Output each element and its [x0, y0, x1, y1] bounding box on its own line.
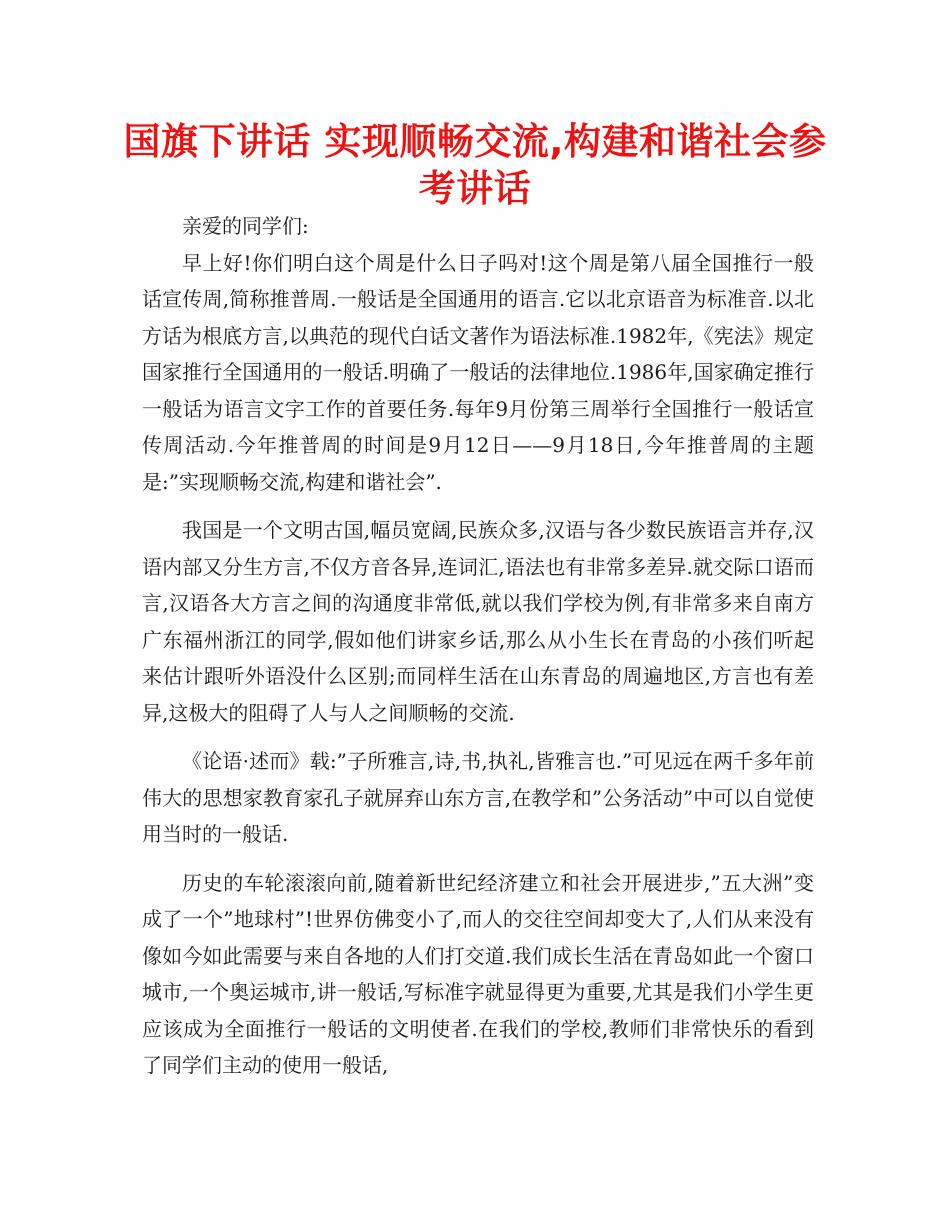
greeting: 亲爱的同学们:: [182, 214, 309, 238]
document-body: [142, 208, 814, 1084]
paragraph-3: 《论语·述而》载:”子所雅言,诗,书,执礼,皆雅言也.”可见远在两千多年前伟大的思想家教育家孔子就屏弃山东方言,在教学和”公务活动”中可以自觉使用当时的一般话.: [142, 749, 814, 846]
paragraph-4: 历史的车轮滚滚向前,随着新世纪经济建立和社会开展进步,”五大洲”变成了一个”地球村”!世界仿佛变小了,而人的交往空间却变大了,人们从来没有像如今如此需要与来自各地的人们打交道.我们成长生活在青岛如此一个窗口城市,一个奥运城市,讲一般话,写标准字就显得更为重要,尤其是我们小学生更应该成为全面推行一般话的文明使者.在我们的学校,教师们非常快乐的看到了同学们主动的使用一般话,: [142, 870, 814, 1077]
paragraph-2: 我国是一个文明古国,幅员宽阔,民族众多,汉语与各少数民族语言并存,汉语内部又分生方言,不仅方音各异,连词汇,语法也有非常多差异.就交际口语而言,汉语各大方言之间的沟通度非常低,就以我们学校为例,有非常多来自南方广东福州浙江的同学,假如他们讲家乡话,那么从小生长在青岛的小孩们听起来估计跟听外语没什么区别;而同样生活在山东青岛的周遍地区,方言也有差异,这极大的阻碍了人与人之间顺畅的交流.: [142, 518, 814, 725]
document-title: 国旗下讲话 实现顺畅交流,构建和谐社会参考讲话: [123, 120, 827, 210]
paragraph-1: 早上好!你们明白这个周是什么日子吗对!这个周是第八届全国推行一般话宣传周,简称推普周.一般话是全国通用的语言.它以北京语音为标准音.以北方话为根底方言,以典范的现代白话文著作为语法标准.1982年,《宪法》规定国家推行全国通用的一般话.明确了一般话的法律地位.1986年,国家确定推行一般话为语言文字工作的首要任务.每年9月份第三周举行全国推行一般话宣传周活动.今年推普周的时间是9月12日——9月18日,今年推普周的主题是:”实现顺畅交流,构建和谐社会”.: [142, 250, 814, 494]
